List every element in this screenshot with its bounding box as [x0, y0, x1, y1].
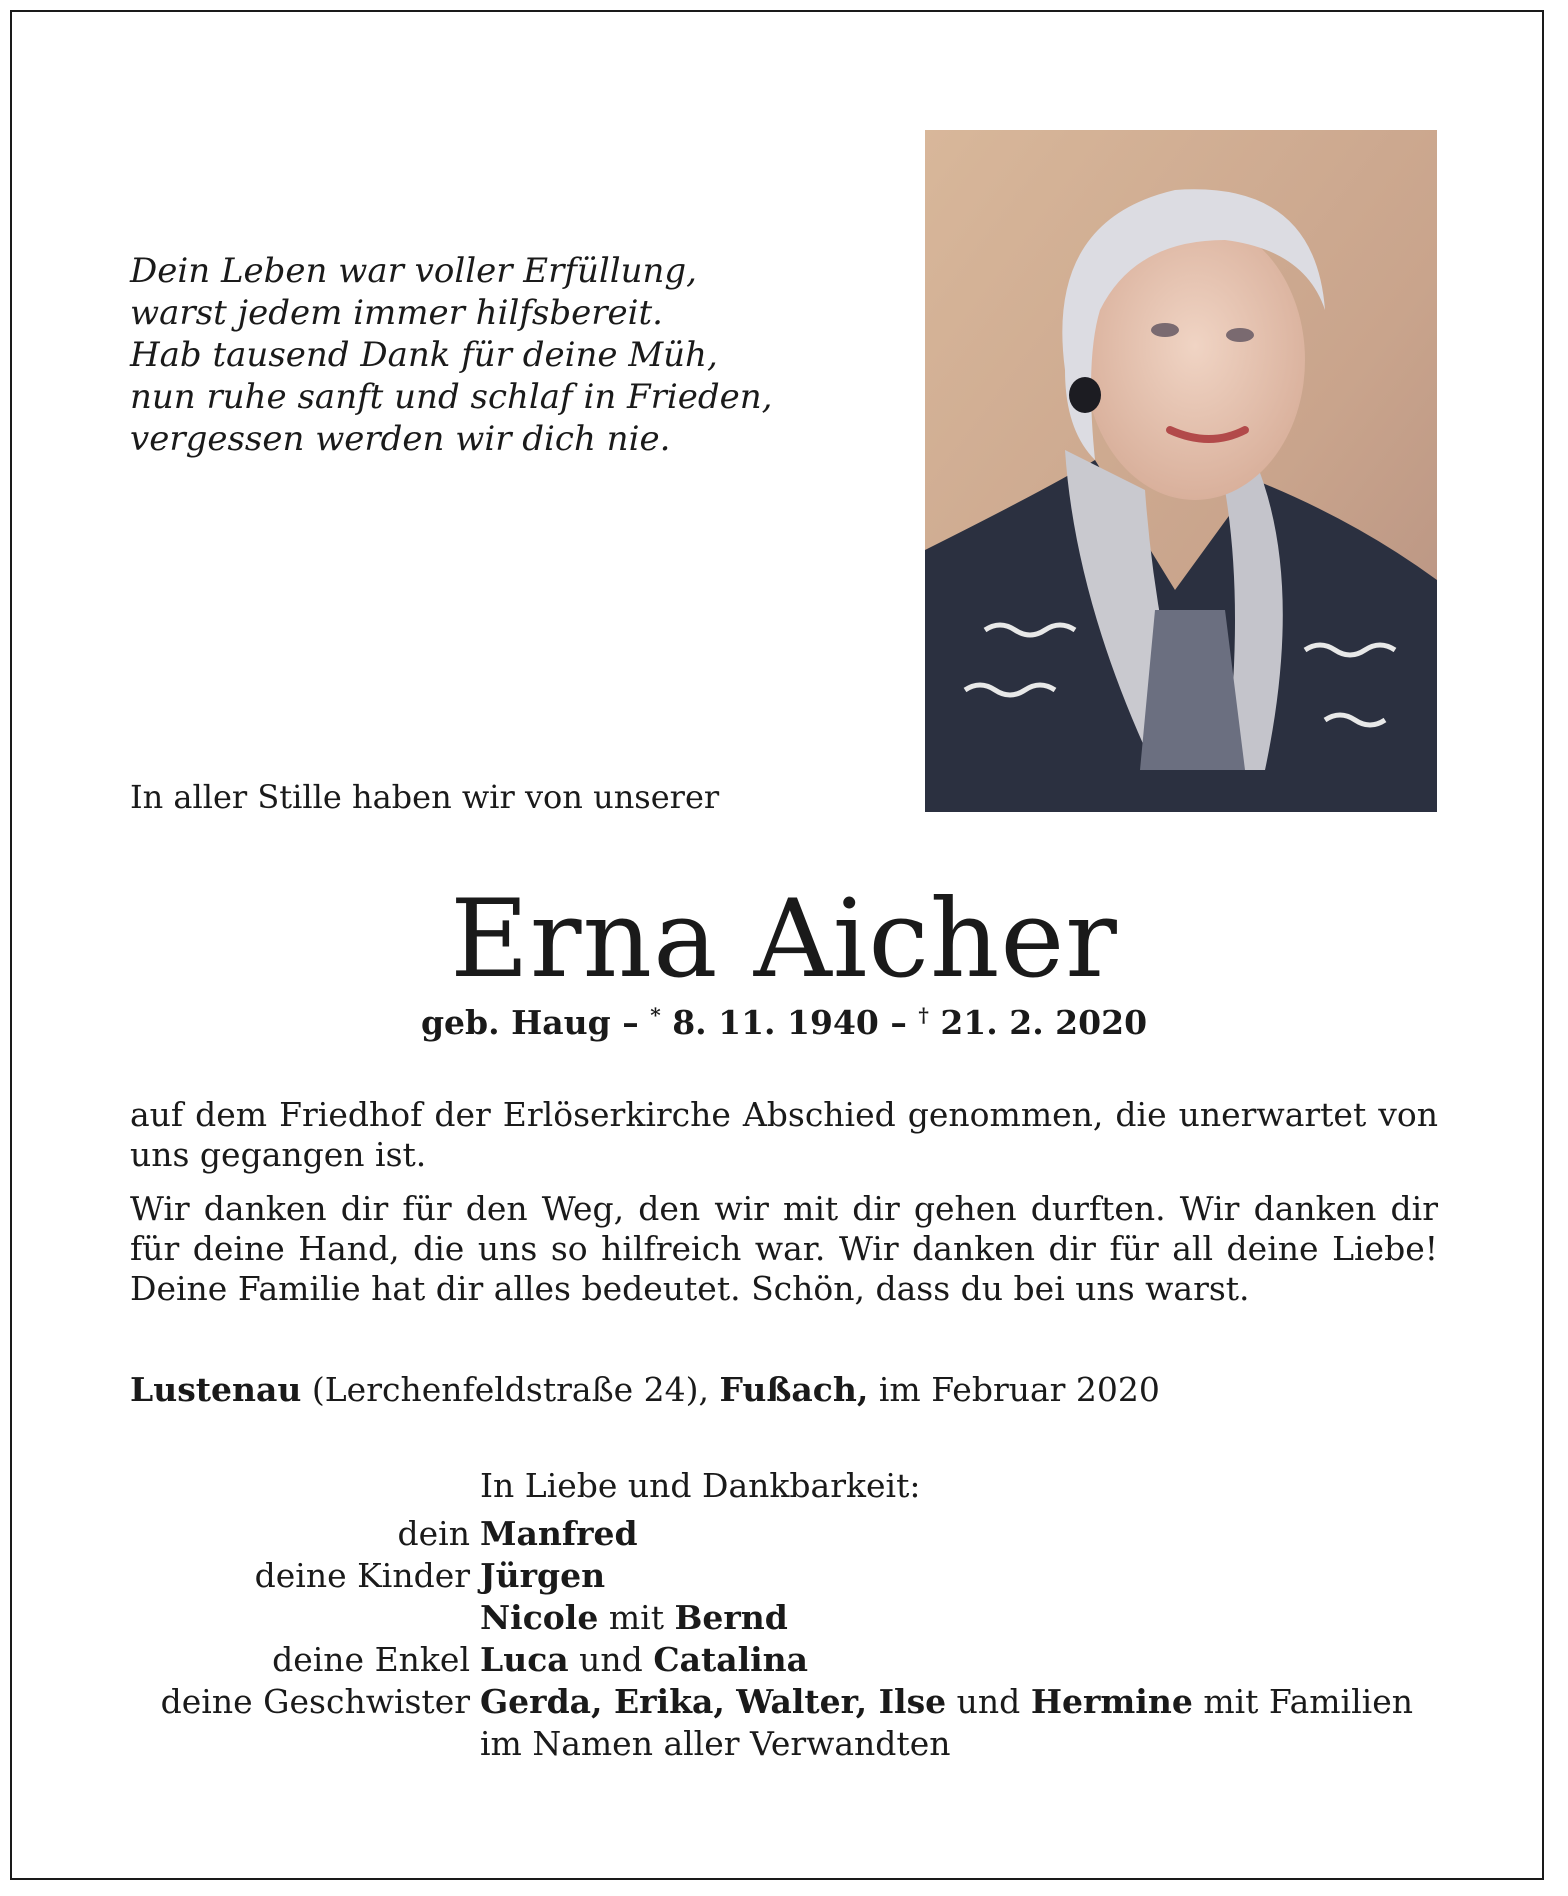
notice-date: im Februar 2020 — [878, 1370, 1160, 1409]
mourner-name: Manfred — [480, 1514, 638, 1553]
mourner-name: Jürgen — [480, 1556, 606, 1595]
town-fussach: Fußach, — [719, 1370, 869, 1409]
dash: – — [622, 1003, 639, 1042]
memorial-poem — [130, 250, 830, 460]
portrait-photo — [925, 130, 1437, 812]
closing-line: im Namen aller Verwandten — [480, 1724, 951, 1763]
poem-line: warst jedem immer hilfsbereit. — [130, 293, 663, 333]
connector-word: mit — [608, 1598, 664, 1637]
signature-row — [130, 1723, 1450, 1765]
dash: – — [890, 1003, 907, 1042]
signature-row — [130, 1555, 1450, 1597]
birth-symbol: * — [650, 1003, 661, 1027]
poem-line: vergessen werden wir dich nie. — [130, 419, 671, 459]
mourner-name: Catalina — [653, 1640, 809, 1679]
birth-date: 8. 11. 1940 — [672, 1003, 879, 1042]
connector-word: und — [579, 1640, 643, 1679]
notice-body — [130, 1095, 1438, 1323]
intro-text: In aller Stille haben wir von unserer — [130, 778, 720, 816]
signature-row — [130, 1681, 1450, 1723]
relation-names — [480, 1597, 788, 1639]
signature-row — [130, 1597, 1450, 1639]
death-date: 21. 2. 2020 — [940, 1003, 1148, 1042]
mourner-name: Luca — [480, 1640, 569, 1679]
death-symbol: † — [918, 1003, 929, 1027]
mourner-name: Bernd — [674, 1598, 788, 1637]
relation-label: dein — [397, 1514, 470, 1553]
relation-label — [130, 1723, 480, 1765]
mourner-name: Gerda, Erika, Walter, Ilse — [480, 1682, 947, 1721]
born-name: geb. Haug — [420, 1003, 611, 1042]
relation-label — [130, 1597, 480, 1639]
poem-line: Dein Leben war voller Erfüllung, — [130, 251, 697, 291]
town-lustenau: Lustenau — [130, 1370, 302, 1409]
signature-row — [130, 1639, 1450, 1681]
signature-row — [130, 1513, 1450, 1555]
street-address: (Lerchenfeldstraße 24), — [311, 1370, 709, 1409]
signature-block — [130, 1465, 1450, 1765]
relation-label: deine Enkel — [272, 1640, 470, 1679]
portrait-image — [925, 130, 1437, 812]
relation-names — [480, 1555, 605, 1597]
connector-word: und — [956, 1682, 1021, 1721]
relation-names — [480, 1681, 1413, 1723]
body-paragraph: auf dem Friedhof der Erlöserkirche Abschied genommen, die unerwartet von uns gegangen ist. — [130, 1095, 1438, 1174]
relation-names — [480, 1639, 808, 1681]
signature-heading: In Liebe und Dankbarkeit: — [480, 1466, 921, 1505]
place-date-line — [130, 1370, 1160, 1409]
poem-line: Hab tausend Dank für deine Müh, — [130, 335, 718, 375]
relation-label: deine Kinder — [254, 1556, 470, 1595]
life-dates — [0, 1003, 1568, 1042]
mourner-name: Hermine — [1030, 1682, 1193, 1721]
mourner-name: Nicole — [480, 1598, 599, 1637]
deceased-name: Erna Aicher — [450, 877, 1118, 1002]
body-paragraph: Wir danken dir für den Weg, den wir mit dir gehen durften. Wir danken dir für deine Hand, die uns so hilfreich war. Wir danken dir für all deine Liebe! Deine Familie hat dir alles bedeutet. Schön, dass du bei uns warst. — [130, 1189, 1438, 1308]
relation-label: deine Geschwister — [160, 1682, 470, 1721]
relation-names — [480, 1513, 638, 1555]
connector-word: mit Familien — [1203, 1682, 1413, 1721]
poem-line: nun ruhe sanft und schlaf in Frieden, — [130, 377, 773, 417]
